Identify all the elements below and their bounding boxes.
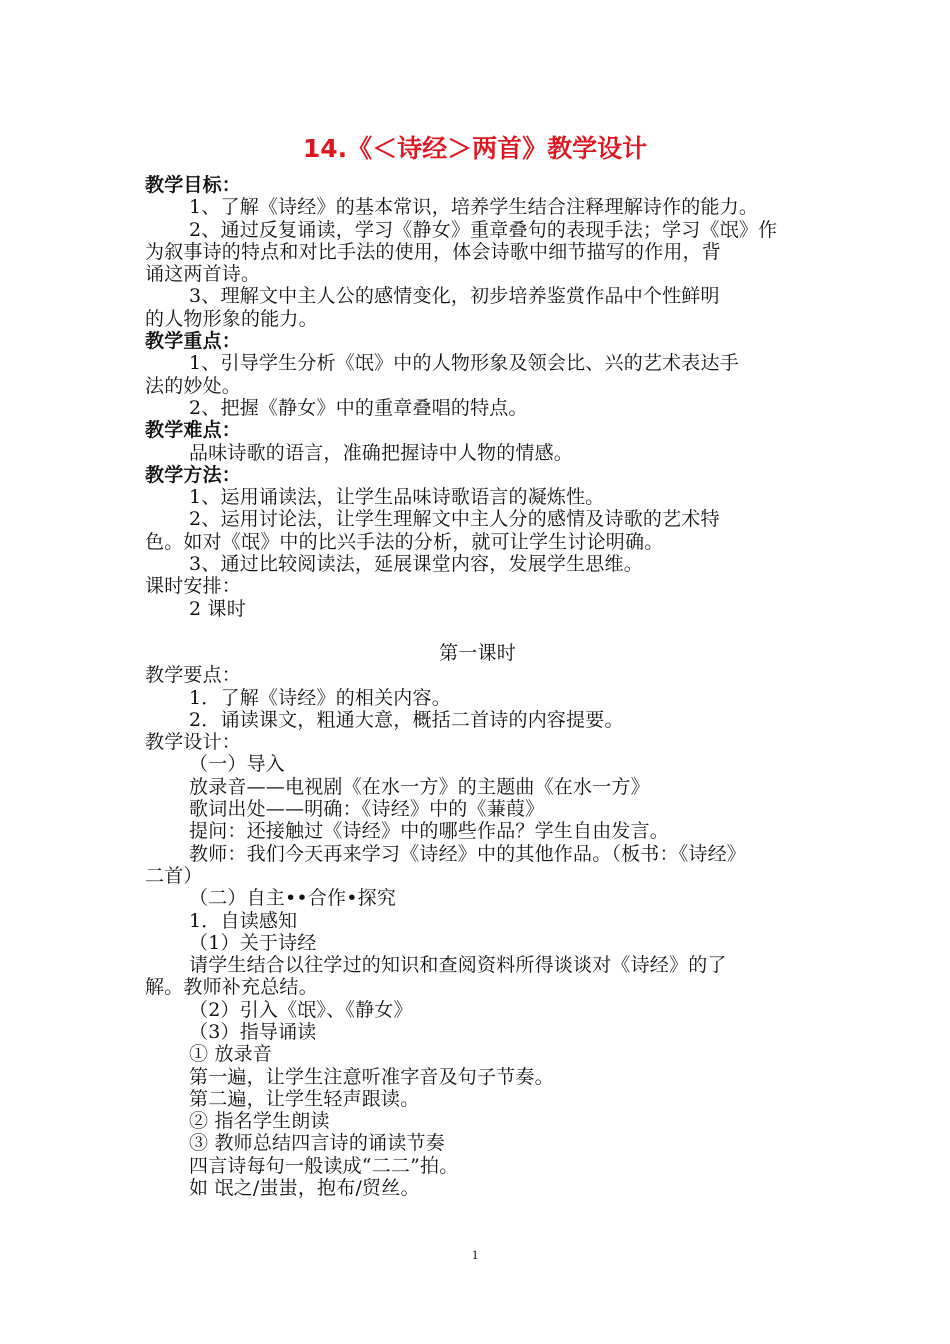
paragraph-line: 法的妙处。 <box>145 374 242 397</box>
paragraph-line: 3、理解文中主人公的感情变化，初步培养鉴赏作品中个性鲜明 <box>189 285 720 308</box>
paragraph-line: 二首） <box>145 864 203 887</box>
paragraph-line: 教师：我们今天再来学习《诗经》中的其他作品。（板书：《诗经》 <box>189 842 747 865</box>
paragraph-line: 课时安排： <box>145 575 242 598</box>
paragraph-line: 的人物形象的能力。 <box>145 307 318 330</box>
paragraph-line: 如 氓之/蚩蚩，抱布/贸丝。 <box>189 1177 420 1200</box>
paragraph-line: 四言诗每句一般读成“二二”拍。 <box>189 1154 459 1177</box>
paragraph-line: 2 课时 <box>189 597 246 620</box>
paragraph-line: 放录音——电视剧《在水一方》的主题曲《在水一方》 <box>189 775 650 798</box>
paragraph-line: 教学要点： <box>145 664 242 687</box>
paragraph-line: 诵这两首诗。 <box>145 263 261 286</box>
paragraph-line: 1、引导学生分析《氓》中的人物形象及领会比、兴的艺术表达手 <box>189 352 739 375</box>
paragraph-line: 1、了解《诗经》的基本常识，培养学生结合注释理解诗作的能力。 <box>189 196 759 219</box>
paragraph-line: 2、运用讨论法，让学生理解文中主人分的感情及诗歌的艺术特 <box>189 508 720 531</box>
paragraph-line: 提问：还接触过《诗经》中的哪些作品？学生自由发言。 <box>189 820 670 843</box>
paragraph-line: （3）指导诵读 <box>189 1020 317 1043</box>
paragraph-line: 3、通过比较阅读法，延展课堂内容，发展学生思维。 <box>189 553 643 576</box>
paragraph-line: 教学设计： <box>145 731 242 754</box>
paragraph-line: （2）引入《氓》、《静女》 <box>189 998 413 1021</box>
paragraph-line: 2、把握《静女》中的重章叠唱的特点。 <box>189 396 528 419</box>
paragraph-line: 请学生结合以往学过的知识和查阅资料所得谈谈对《诗经》的了 <box>189 954 727 977</box>
paragraph-line: （一）导入 <box>189 753 286 776</box>
paragraph-line: ② 指名学生朗读 <box>189 1110 330 1133</box>
paragraph-line: 解。教师补充总结。 <box>145 976 318 999</box>
paragraph-line: 歌词出处——明确：《诗经》中的《蒹葭》 <box>189 798 545 821</box>
paragraph-line: 第二遍，让学生轻声跟读。 <box>189 1087 420 1110</box>
section-heading: 教学难点： <box>145 419 242 442</box>
paragraph-line: 2、通过反复诵读，学习《静女》重章叠句的表现手法；学习《氓》作 <box>189 218 778 241</box>
page-number: 1 <box>471 1247 479 1262</box>
paragraph-line: 1．自读感知 <box>189 909 298 932</box>
section-heading: 教学重点： <box>145 330 242 353</box>
paragraph-line: 2．诵读课文，粗通大意，概括二首诗的内容提要。 <box>189 708 624 731</box>
paragraph-line: 为叙事诗的特点和对比手法的使用，体会诗歌中细节描写的作用，背 <box>145 240 722 263</box>
section-heading: 教学方法： <box>145 463 242 486</box>
blank-line <box>145 620 810 642</box>
document-title: 14.《＜诗经＞两首》教学设计 <box>302 134 648 163</box>
paragraph-line: 1．了解《诗经》的相关内容。 <box>189 686 451 709</box>
paragraph-line: 色。如对《氓》中的比兴手法的分析，就可让学生讨论明确。 <box>145 530 664 553</box>
section-heading: 教学目标： <box>145 174 242 196</box>
paragraph-line: （1）关于诗经 <box>189 931 317 954</box>
document-body <box>145 174 810 1199</box>
lesson-heading: 第一课时 <box>439 641 516 664</box>
paragraph-line: ① 放录音 <box>189 1043 273 1066</box>
paragraph-line: 1、运用诵读法，让学生品味诗歌语言的凝炼性。 <box>189 486 605 509</box>
paragraph-line: （二）自主••合作•探究 <box>189 887 397 910</box>
paragraph-line: 品味诗歌的语言，准确把握诗中人物的情感。 <box>189 441 574 464</box>
paragraph-line: 第一遍，让学生注意听准字音及句子节奏。 <box>189 1065 554 1088</box>
paragraph-line: ③ 教师总结四言诗的诵读节奏 <box>189 1132 445 1155</box>
